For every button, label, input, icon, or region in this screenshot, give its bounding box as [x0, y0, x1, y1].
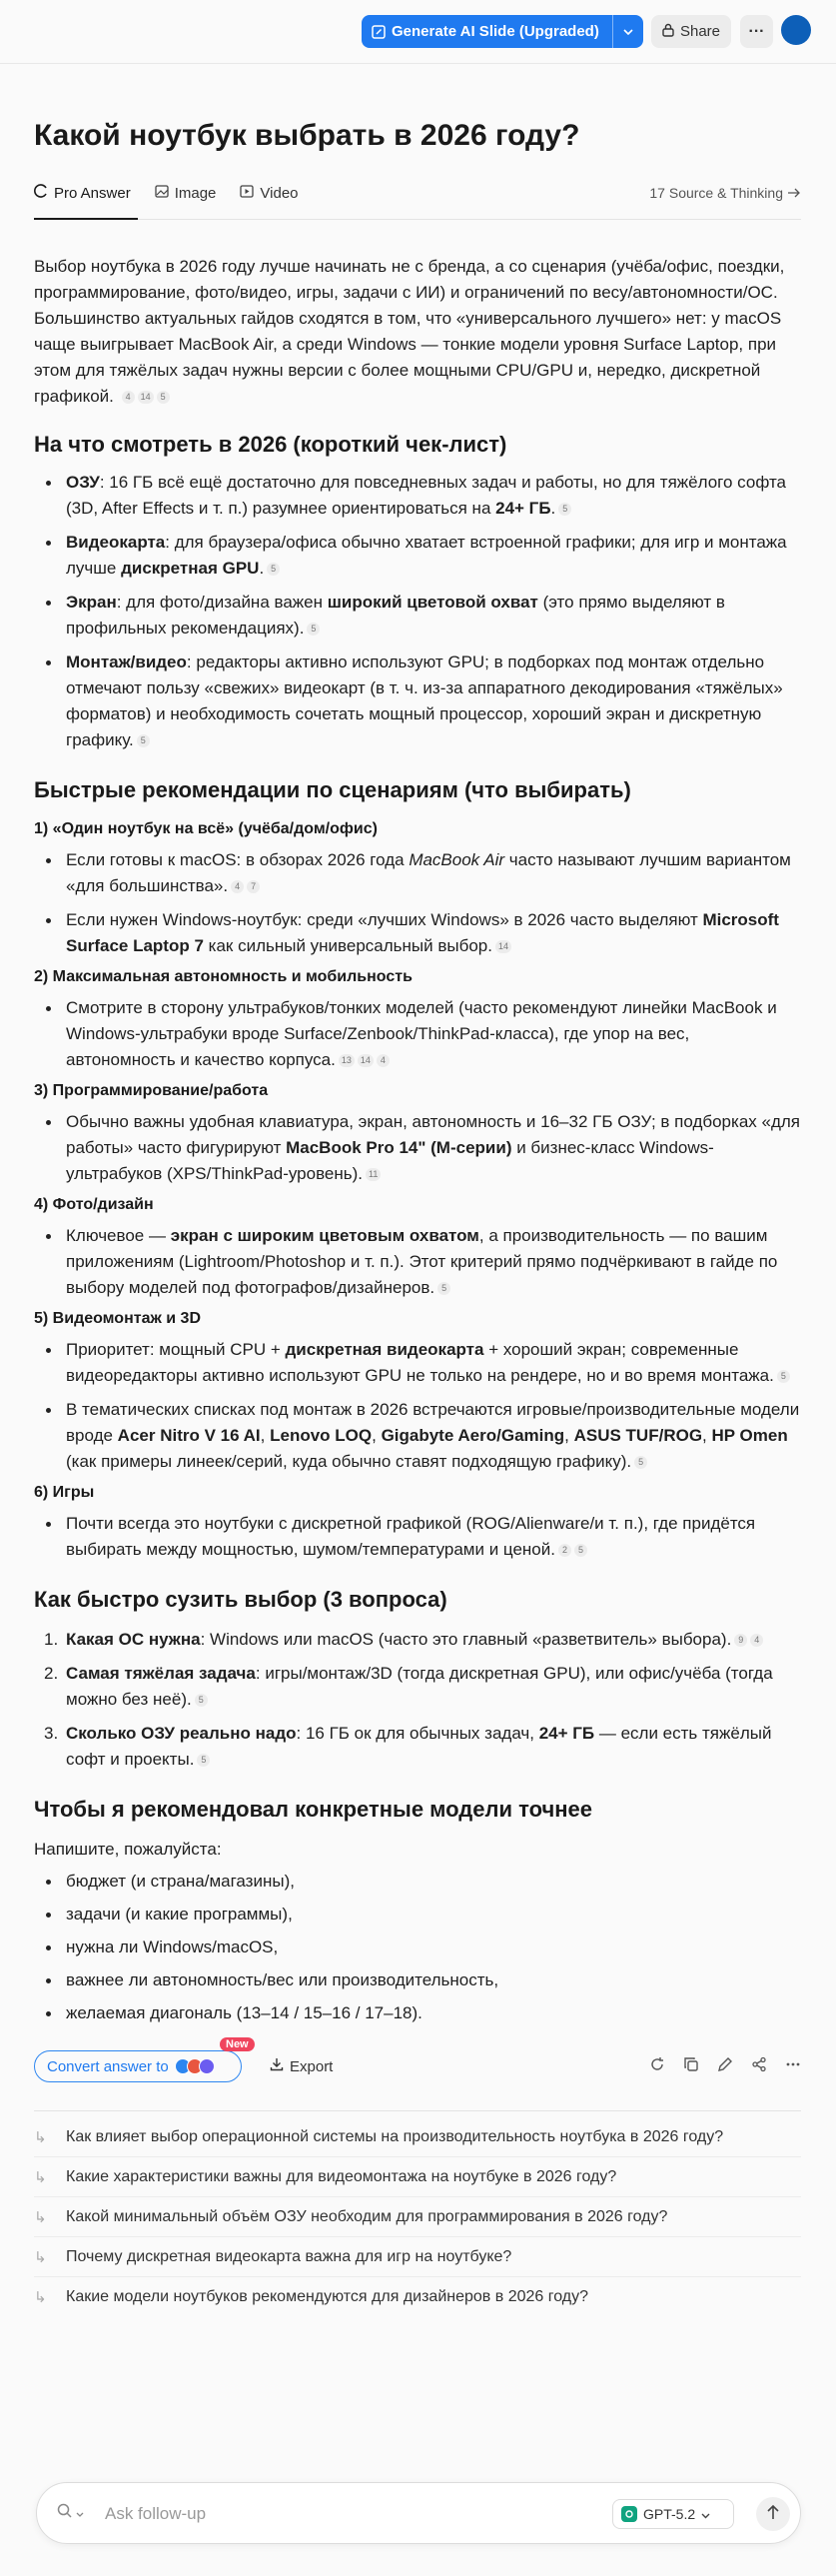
item-emphasis: дискретная GPU — [121, 559, 260, 578]
item-text: : для фото/дизайна важен — [116, 593, 328, 612]
top-bar — [0, 0, 836, 64]
share-label: Share — [679, 23, 721, 40]
answer-toolbar — [649, 2050, 801, 2082]
active-tab-underline — [34, 218, 138, 220]
list-item — [34, 1337, 801, 1389]
video-icon — [240, 185, 254, 202]
model-selector[interactable] — [612, 2499, 734, 2529]
item-text: . — [259, 559, 265, 578]
citation[interactable]: 4 — [377, 1054, 390, 1067]
citation[interactable]: 5 — [197, 1754, 210, 1767]
pro-answer-icon — [34, 184, 48, 202]
numbered-list — [34, 1627, 801, 1773]
answer-tabs — [34, 178, 801, 220]
citation[interactable]: 14 — [138, 391, 154, 404]
tab-video[interactable] — [240, 178, 298, 208]
item-text: : Windows или macOS (часто это главный «разветвитель» выбора). — [200, 1630, 732, 1649]
citation[interactable]: 5 — [558, 503, 571, 516]
recommend-list — [34, 1869, 801, 2026]
lock-icon — [662, 23, 674, 41]
related-question[interactable] — [34, 2197, 801, 2237]
corner-arrow-icon: ↳ — [34, 2128, 47, 2146]
tab-label: Pro Answer — [54, 184, 131, 202]
download-icon — [270, 2057, 284, 2075]
item-text: , — [702, 1426, 712, 1445]
section-heading: Быстрые рекомендации по сценариям (что выбирать) — [34, 777, 631, 802]
list-item — [34, 530, 801, 582]
sources-label: 17 Source & Thinking — [649, 185, 783, 201]
follow-up-bar — [36, 2482, 801, 2544]
scenario-list — [34, 1337, 801, 1475]
list-item: желаемая диагональ (13–14 / 15–16 / 17–18). — [34, 2000, 801, 2026]
citation[interactable]: 5 — [574, 1544, 587, 1557]
list-item: важнее ли автономность/вес или производительность, — [34, 1967, 801, 1993]
citation[interactable]: 5 — [634, 1456, 647, 1469]
image-icon — [155, 185, 169, 202]
subsection-heading: 4) Фото/дизайн — [34, 1196, 154, 1213]
item-term: Видеокарта — [66, 533, 166, 552]
item-text: Ключевое — — [66, 1226, 171, 1245]
related-question[interactable] — [34, 2157, 801, 2197]
arrow-up-icon — [766, 2504, 780, 2525]
citation[interactable]: 5 — [437, 1282, 450, 1295]
citation[interactable]: 14 — [358, 1054, 374, 1067]
regenerate-icon[interactable] — [649, 2056, 665, 2077]
tab-image[interactable] — [155, 178, 217, 208]
citation[interactable]: 4 — [750, 1634, 763, 1647]
item-text: Приоритет: мощный CPU + — [66, 1340, 286, 1359]
citation[interactable]: 5 — [137, 734, 150, 747]
related-question[interactable] — [34, 2237, 801, 2277]
item-text: В тематических списках под монтаж в 2026 встречаются игровые/производительные модели вроде — [66, 1400, 800, 1445]
list-item — [34, 907, 801, 959]
item-text: как сильный универсальный выбор. — [203, 936, 492, 955]
item-text: , — [564, 1426, 574, 1445]
edit-icon[interactable] — [717, 2056, 733, 2077]
chevron-down-icon — [701, 2506, 710, 2522]
item-emphasis: Lenovo LOQ — [270, 1426, 373, 1445]
item-text: (как примеры линеек/серий, куда обычно ставят подходящую графику). — [66, 1452, 632, 1471]
item-term: Какая ОС нужна — [66, 1630, 201, 1649]
item-emphasis: широкий цветовой охват — [327, 593, 538, 612]
arrow-right-icon — [787, 185, 801, 201]
item-text: — если есть тяжёлый софт и проекты. — [66, 1724, 772, 1769]
item-emphasis: 24+ ГБ — [538, 1724, 595, 1743]
chevron-down-icon — [76, 2504, 84, 2522]
item-emphasis: HP Omen — [711, 1426, 788, 1445]
send-button[interactable] — [756, 2497, 790, 2531]
list-item: бюджет (и страна/магазины), — [34, 1869, 801, 1895]
page-title: Какой ноутбук выбрать в 2026 году? — [34, 119, 580, 152]
item-text: Смотрите в сторону ультрабуков/тонких моделей (часто рекомендуют линейки MacBook и Windows-ультрабуки вроде Surface/Zenbook/ThinkPad-класса), где упор на вес, автономность и качество корпуса. — [66, 998, 777, 1069]
item-emphasis: MacBook Pro 14" (M-серии) — [286, 1138, 512, 1157]
item-term: Экран — [66, 593, 117, 612]
list-item — [34, 1109, 801, 1187]
item-text: Если готовы к macOS: в обзорах 2026 года — [66, 850, 410, 869]
item-emphasis: Microsoft Surface Laptop 7 — [66, 910, 779, 955]
scenario-list — [34, 847, 801, 959]
corner-arrow-icon: ↳ — [34, 2248, 47, 2266]
generate-ai-slide-button[interactable] — [362, 15, 643, 48]
citation[interactable]: 2 — [558, 1544, 571, 1557]
item-text: : редакторы активно используют GPU; в подборках под монтаж отдельно отмечают пользу «свежих» видеокарт (в т. ч. из-за аппаратного декодирования «тяжёлых» форматов) и необходимость сочетать мощный процессор, хороший экран и дискретную графику. — [66, 652, 783, 749]
app-icons — [175, 2058, 215, 2074]
edit-icon — [362, 25, 392, 39]
item-emphasis: экран с широким цветовым охватом — [170, 1226, 479, 1245]
citation[interactable]: 4 — [122, 391, 135, 404]
model-label: GPT-5.2 — [643, 2506, 696, 2522]
item-emphasis: 24+ ГБ — [495, 499, 551, 518]
scenario-list — [34, 995, 801, 1073]
list-item — [34, 1397, 801, 1475]
generate-ai-slide-label: Generate AI Slide (Upgraded) — [392, 23, 599, 40]
citation[interactable]: 5 — [195, 1694, 208, 1707]
more-icon: ··· — [748, 22, 765, 40]
item-emphasis: MacBook Air — [409, 850, 505, 869]
item-text: , — [372, 1426, 382, 1445]
scenario-list — [34, 1223, 801, 1301]
item-text: + хороший экран; современные видеоредакторы активно используют GPU не только на рендере, но и во время монтажа. — [66, 1340, 774, 1385]
list-item — [34, 847, 801, 899]
citation[interactable]: 4 — [231, 880, 244, 893]
list-item — [34, 1721, 801, 1773]
list-item — [34, 590, 801, 642]
list-item — [34, 1661, 801, 1713]
search-icon — [57, 2503, 72, 2523]
related-questions — [34, 2110, 801, 2317]
list-item — [34, 470, 801, 522]
item-emphasis: Gigabyte Aero/Gaming — [381, 1426, 565, 1445]
item-term: Монтаж/видео — [66, 652, 187, 671]
corner-arrow-icon: ↳ — [34, 2208, 47, 2226]
answer-content — [34, 100, 801, 2317]
more-options-button[interactable] — [740, 15, 773, 48]
scenario-list — [34, 1109, 801, 1187]
export-label: Export — [290, 2057, 334, 2075]
item-text: . — [550, 499, 556, 518]
related-question-text: Какие модели ноутбуков рекомендуются для дизайнеров в 2026 году? — [66, 2288, 588, 2305]
answer-actions — [34, 2038, 801, 2084]
copy-icon[interactable] — [683, 2056, 699, 2077]
item-text: : 16 ГБ ок для обычных задач, — [296, 1724, 539, 1743]
corner-arrow-icon: ↳ — [34, 2289, 47, 2306]
related-question[interactable] — [34, 2277, 801, 2317]
citation[interactable]: 5 — [267, 563, 280, 576]
section-heading: Как быстро сузить выбор (3 вопроса) — [34, 1587, 447, 1612]
item-term: Сколько ОЗУ реально надо — [66, 1724, 297, 1743]
tab-pro-answer[interactable] — [34, 178, 131, 208]
subsection-heading: 3) Программирование/работа — [34, 1082, 269, 1099]
citation[interactable]: 7 — [247, 880, 260, 893]
citation[interactable]: 5 — [777, 1370, 790, 1383]
section-heading: Чтобы я рекомендовал конкретные модели точнее — [34, 1797, 593, 1822]
item-text: и бизнес-класс Windows-ультрабуков (XPS/ThinkPad-уровень). — [66, 1138, 714, 1183]
item-term: ОЗУ — [66, 473, 100, 492]
corner-arrow-icon: ↳ — [34, 2168, 47, 2186]
citation[interactable]: 5 — [307, 623, 320, 636]
export-button[interactable] — [262, 2050, 341, 2082]
item-number: 1. — [44, 1630, 59, 1649]
list-item — [34, 1627, 801, 1653]
convert-answer-button[interactable] — [34, 2050, 242, 2082]
citation[interactable]: 13 — [339, 1054, 355, 1067]
sources-link[interactable] — [649, 178, 801, 208]
new-badge: New — [220, 2037, 255, 2051]
list-item — [34, 1223, 801, 1301]
item-text: : 16 ГБ всё ещё достаточно для повседневных задач и работы, но для тяжёлого софта (3D, After Effects и т. п.) разумнее ориентироваться на — [66, 473, 786, 518]
sheet-app-icon — [199, 2058, 215, 2074]
scenario-list — [34, 1511, 801, 1563]
subsection-heading: 1) «Один ноутбук на всё» (учёба/дом/офис) — [34, 820, 378, 837]
share-button[interactable] — [651, 15, 731, 48]
item-text: : для браузера/офиса обычно хватает встроенной графики; для игр и монтажа лучше — [66, 533, 787, 578]
recommend-lead: Напишите, пожалуйста: — [34, 1840, 222, 1859]
section-heading: На что смотреть в 2026 (короткий чек-лист) — [34, 432, 507, 457]
item-text: , а производительность — по вашим приложениям (Lightroom/Photoshop и т. п.). Этот критерий прямо подчёркивают в гайде по выбору моделей под фотографов/дизайнеров. — [66, 1226, 778, 1297]
item-number: 3. — [44, 1724, 59, 1743]
item-text: часто называют лучшим вариантом «для большинства». — [66, 850, 791, 895]
search-mode-selector[interactable] — [57, 2503, 84, 2523]
citation[interactable]: 14 — [495, 940, 511, 953]
list-item — [34, 1511, 801, 1563]
item-term: Самая тяжёлая задача — [66, 1664, 256, 1683]
list-item — [34, 649, 801, 753]
item-text: , — [260, 1426, 271, 1445]
list-item: нужна ли Windows/macOS, — [34, 1934, 801, 1960]
intro-text: Выбор ноутбука в 2026 году лучше начинать не с бренда, а со сценария (учёба/офис, поездки, программирование, фото/видео, игры, задачи с ИИ) и ограничений по весу/автономности/ОС. Большинство актуальных гайдов сходятся в том, что «универсального лучшего» нет: у macOS чаще выигрывает MacBook Air, а среди Windows — тонкие модели уровня Surface Laptop, при этом для тяжёлых задач нужны версии с более мощными CPU/GPU и, нередко, дискретной графикой. — [34, 257, 785, 406]
item-emphasis: Acer Nitro V 16 AI — [117, 1426, 261, 1445]
convert-label: Convert answer to — [47, 2057, 169, 2075]
checklist-list — [34, 470, 801, 753]
list-item: задачи (и какие программы), — [34, 1902, 801, 1928]
gpt-icon — [621, 2506, 637, 2522]
related-question[interactable] — [34, 2117, 801, 2157]
related-question-text: Как влияет выбор операционной системы на производительность ноутбука в 2026 году? — [66, 2127, 724, 2145]
citation[interactable]: 11 — [366, 1168, 381, 1181]
subsection-heading: 5) Видеомонтаж и 3D — [34, 1310, 201, 1327]
chevron-down-icon[interactable] — [613, 29, 643, 35]
citation[interactable]: 5 — [157, 391, 170, 404]
item-emphasis: ASUS TUF/ROG — [573, 1426, 703, 1445]
follow-up-input[interactable] — [105, 2499, 524, 2529]
intro-paragraph — [34, 254, 801, 410]
tab-label: Video — [260, 184, 299, 202]
item-emphasis: дискретная видеокарта — [285, 1340, 484, 1359]
subsection-heading: 6) Игры — [34, 1484, 95, 1501]
avatar[interactable] — [781, 15, 811, 45]
related-question-text: Какой минимальный объём ОЗУ необходим для программирования в 2026 году? — [66, 2207, 668, 2225]
item-text: (это прямо выделяют в профильных рекомендациях). — [66, 593, 725, 638]
more-icon[interactable] — [785, 2056, 801, 2077]
list-item — [34, 995, 801, 1073]
related-question-text: Почему дискретная видеокарта важна для игр на ноутбуке? — [66, 2247, 512, 2265]
item-text: Почти всегда это ноутбуки с дискретной графикой (ROG/Alienware/и т. п.), где придётся выбирать между мощностью, шумом/температурами и ценой. — [66, 1514, 756, 1559]
item-text: : игры/монтаж/3D (тогда дискретная GPU), или офис/учёба (тогда можно без неё). — [66, 1664, 773, 1709]
citation[interactable]: 9 — [734, 1634, 747, 1647]
subsection-heading: 2) Максимальная автономность и мобильность — [34, 968, 413, 985]
item-text: Обычно важны удобная клавиатура, экран, автономность и 16–32 ГБ ОЗУ; в подборках «для работы» часто фигурируют — [66, 1112, 800, 1157]
related-question-text: Какие характеристики важны для видеомонтажа на ноутбуке в 2026 году? — [66, 2167, 617, 2185]
share-icon[interactable] — [751, 2056, 767, 2077]
item-number: 2. — [44, 1664, 59, 1683]
tab-label: Image — [174, 184, 217, 202]
item-text: Если нужен Windows-ноутбук: среди «лучших Windows» в 2026 часто выделяют — [66, 910, 703, 929]
